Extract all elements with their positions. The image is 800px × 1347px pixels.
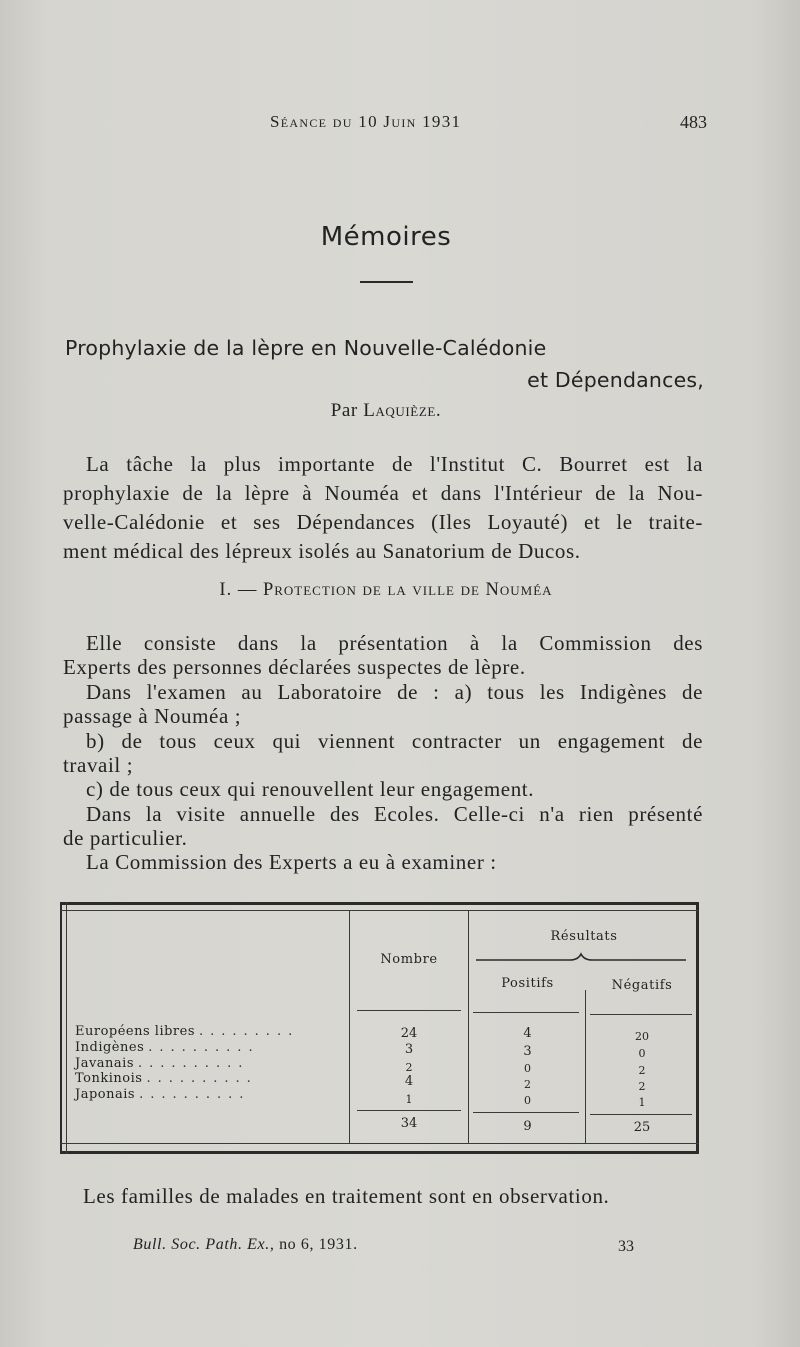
cell-nombre: 2 [405,1061,413,1074]
page-number: 483 [680,112,707,132]
cell-positifs: 4 [523,1026,532,1041]
closing-line: Les familles de malades en traitement sont en observation. [83,1184,610,1208]
header-underline [357,1010,461,1011]
body-line: Experts des personnes déclarées suspectes de lèpre. [63,655,526,679]
row-label: Tonkinois [75,1071,143,1086]
intro-line: ment médical des lépreux isolés au Sanatorium de Ducos. [63,539,581,563]
byline [0,400,772,422]
total-nombre: 34 [400,1116,418,1131]
body-line: b) de tous ceux qui viennent contracter un engagement de [86,729,703,753]
sheet-number: 33 [618,1238,634,1255]
cell-positifs: 3 [523,1044,532,1059]
title-rule [360,281,413,283]
brace-icon [474,952,688,966]
table-inner-left-rule [66,902,67,1154]
cell-negatifs: 2 [638,1080,646,1093]
cell-nombre: 4 [404,1074,414,1089]
body-line: La Commission des Experts a eu à examiner : [86,850,497,874]
total-rule [473,1112,579,1113]
table-row: Tonkinois .......... [75,1071,258,1086]
running-header [0,112,800,142]
header-underline [590,1014,692,1015]
header-nombre: Nombre [380,952,438,967]
body-line: Elle consiste dans la présentation à la Commission des [86,631,703,655]
intro-line: prophylaxie de la lèpre à Nouméa et dans l'Intérieur de la Nou- [63,481,703,505]
header-negatifs: Négatifs [611,978,673,993]
cell-negatifs: 0 [638,1047,646,1060]
journal-name: Bull. Soc. Path. Ex., [133,1236,275,1253]
row-label: Javanais [75,1056,135,1071]
body-line: de particulier. [63,826,188,850]
body-line: travail ; [63,753,134,777]
table-inner-top-rule [60,910,699,911]
table-row: Européens libres ......... [75,1024,300,1039]
body-line: Dans l'examen au Laboratoire de : a) tous les Indigènes de [86,680,703,704]
row-label: Européens libres [75,1024,196,1039]
article-title-line-1: Prophylaxie de la lèpre en Nouvelle-Calédonie [65,336,547,360]
header-resultats: Résultats [550,929,618,944]
body-line: Dans la visite annuelle des Ecoles. Celle-ci n'a rien présenté [86,802,703,826]
cell-negatifs: 1 [638,1096,646,1109]
row-label: Japonais [75,1087,136,1102]
row-label: Indigènes [75,1040,145,1055]
column-divider [468,910,469,1143]
section-heading: I. — Protection de la ville de Nouméa [219,580,553,600]
section-title: Mémoires [320,222,452,252]
body-line: passage à Nouméa ; [63,704,242,728]
cell-nombre: 3 [404,1042,414,1057]
intro-line: La tâche la plus importante de l'Institut C. Bourret est la [86,452,703,476]
journal-issue: no 6, 1931. [279,1236,358,1253]
intro-line: velle-Calédonie et ses Dépendances (Iles Loyauté) et le traite- [63,510,703,534]
total-rule [590,1114,692,1115]
table-row: Javanais .......... [75,1056,250,1071]
table-inner-bottom-rule [60,1143,699,1144]
cell-nombre: 1 [405,1093,413,1106]
table-row: Indigènes .......... [75,1040,260,1055]
header-underline [473,1012,579,1013]
article-title-line-2: et Dépendances, [527,368,704,392]
cell-positifs: 0 [524,1094,531,1107]
cell-positifs: 0 [524,1062,531,1075]
body-line: c) de tous ceux qui renouvellent leur engagement. [86,777,535,801]
running-title: Séance du 10 Juin 1931 [270,112,462,131]
total-rule [357,1110,461,1111]
total-negatifs: 25 [633,1120,651,1135]
journal-reference [133,1236,358,1254]
cell-negatifs: 20 [635,1030,649,1043]
table-row: Japonais .......... [75,1087,251,1102]
header-positifs: Positifs [501,976,554,991]
author-name: Laquièze. [363,400,442,421]
total-positifs: 9 [523,1119,532,1134]
cell-positifs: 2 [524,1078,531,1091]
cell-nombre: 24 [400,1026,418,1041]
byline-prefix: Par [330,400,358,421]
cell-negatifs: 2 [638,1064,646,1077]
